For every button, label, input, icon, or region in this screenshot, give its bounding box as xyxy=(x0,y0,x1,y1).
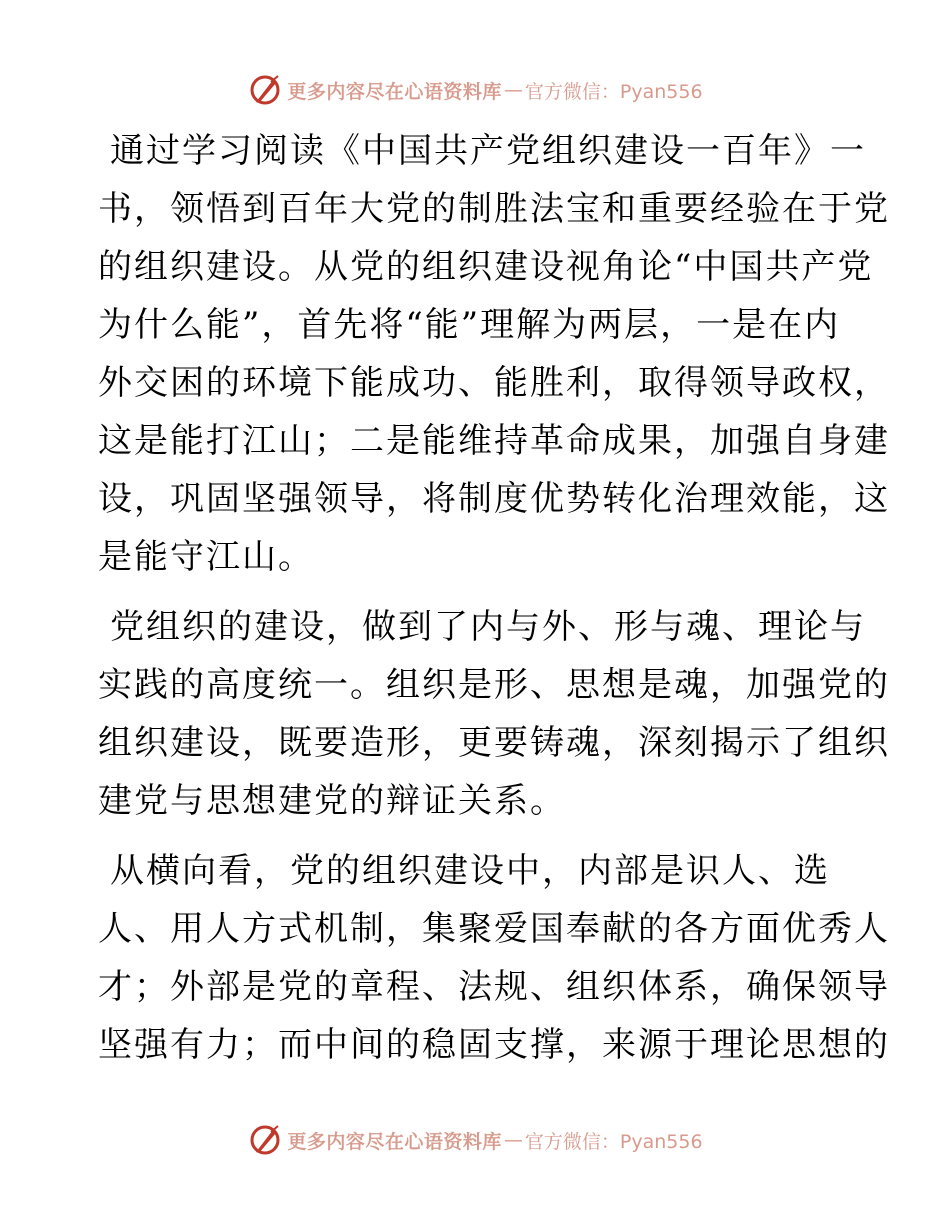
paragraph-2 xyxy=(98,598,890,830)
banner-title: 更多内容尽在心语资料库 xyxy=(287,80,502,103)
text-line: 建党与思想建党的辩证关系。 xyxy=(98,781,566,821)
text-line: 通过学习阅读《中国共产党组织建设一百年》一 xyxy=(110,131,866,171)
paragraph-3 xyxy=(98,842,890,1074)
document-body xyxy=(98,122,890,1086)
text-line: 这是能打江山；二是能维持革命成果，加强自身建 xyxy=(98,421,890,461)
footer-banner xyxy=(0,1120,950,1160)
text-line: 组织建设，既要造形，更要铸魂，深刻揭示了组织 xyxy=(98,723,890,763)
banner-contact: 官方微信：Pyan556 xyxy=(524,1130,703,1153)
text-line: 的组织建设。从党的组织建设视角论“中国共产党 xyxy=(98,247,874,287)
quill-logo-icon xyxy=(247,72,283,108)
banner-separator: — xyxy=(503,79,523,101)
banner-separator: — xyxy=(503,1129,523,1151)
banner-title: 更多内容尽在心语资料库 xyxy=(287,1130,502,1153)
text-line: 人、用人方式机制，集聚爱国奉献的各方面优秀人 xyxy=(98,909,890,949)
paragraph-1 xyxy=(98,122,890,586)
text-line: 才；外部是党的章程、法规、组织体系，确保领导 xyxy=(98,967,890,1007)
text-line: 书，领悟到百年大党的制胜法宝和重要经验在于党 xyxy=(98,189,890,229)
header-banner xyxy=(0,70,950,110)
text-line: 实践的高度统一。组织是形、思想是魂，加强党的 xyxy=(98,665,890,705)
text-line: 外交困的环境下能成功、能胜利，取得领导政权， xyxy=(98,363,890,403)
text-line: 坚强有力；而中间的稳固支撑，来源于理论思想的 xyxy=(98,1025,890,1065)
text-line: 党组织的建设，做到了内与外、形与魂、理论与 xyxy=(110,607,866,647)
text-line: 为什么能”，首先将“能”理解为两层，一是在内 xyxy=(98,305,841,345)
text-line: 是能守江山。 xyxy=(98,537,314,577)
banner-contact: 官方微信：Pyan556 xyxy=(524,80,703,103)
text-line: 从横向看，党的组织建设中，内部是识人、选 xyxy=(110,851,830,891)
text-line: 设，巩固坚强领导，将制度优势转化治理效能，这 xyxy=(98,479,890,519)
quill-logo-icon xyxy=(247,1122,283,1158)
